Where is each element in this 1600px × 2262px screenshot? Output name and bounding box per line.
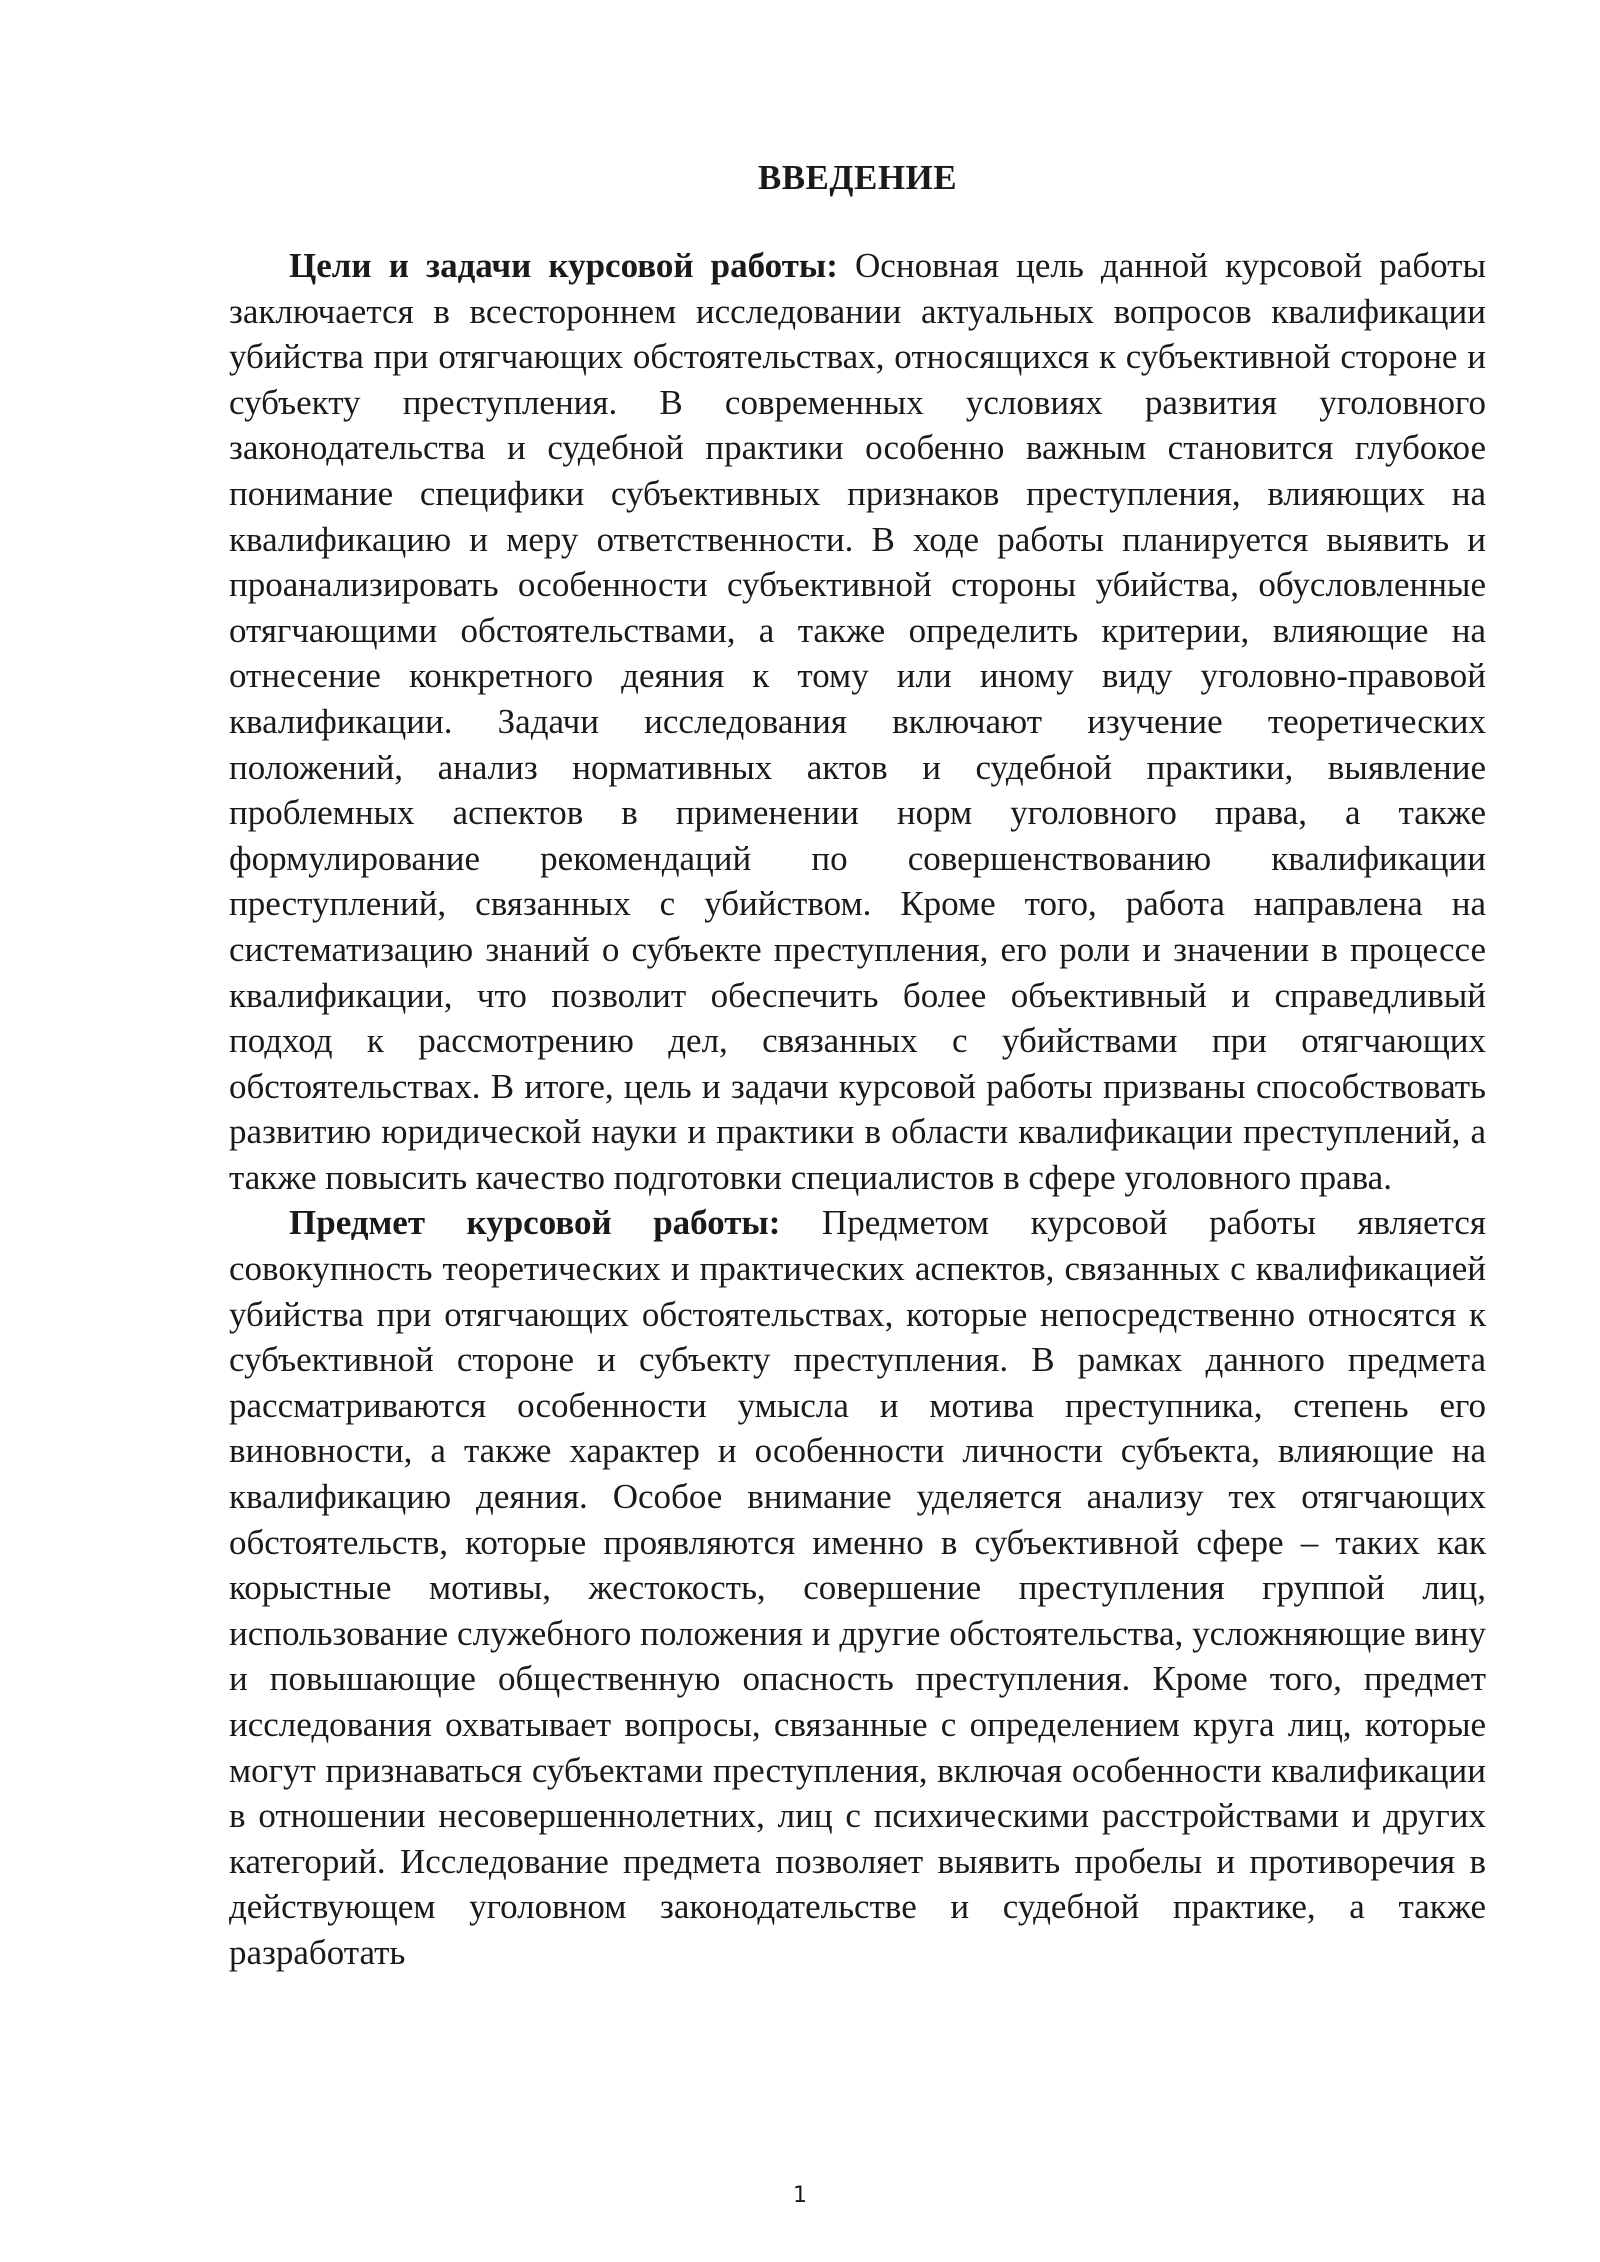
paragraph-goals-text: Основная цель данной курсовой работы заключается в всестороннем исследовании актуальных вопросов квалификации убийства при отягчающих обстоятельствах, относящихся к субъективной стороне и субъекту преступления. В современных условиях развития уголовного законодательства и судебной практики особенно важным становится глубокое понимание специфики субъективных признаков преступления, влияющих на квалификацию и меру ответственности. В ходе работы планируется выявить и проанализировать особенности субъективной стороны убийства, обусловленные отягчающими обстоятельствами, а также определить критерии, влияющие на отнесение конкретного деяния к тому или иному виду уголовно-правовой квалификации. Задачи исследования включают изучение теоретических положений, анализ нормативных актов и судебной практики, выявление проблемных аспектов в применении норм уголовного права, а также формулирование рекомендаций по совершенствованию квалификации преступлений, связанных с убийством. Кроме того, работа направлена на систематизацию знаний о субъекте преступления, его роли и значении в процессе квалификации, что позволит обеспечить более объективный и справедливый подход к рассмотрению дел, связанных с убийствами при отягчающих обстоятельствах. В итоге, цель и задачи курсовой работы призваны способствовать развитию юридической науки и практики в области квалификации преступлений, а также повысить качество подготовки специалистов в сфере уголовного права.	[229, 246, 1486, 1197]
page-number: 1	[793, 2183, 807, 2208]
page-title: ВВЕДЕНИЕ	[757, 158, 958, 197]
paragraph-goals-heading: Цели и задачи курсовой работы:	[289, 246, 838, 285]
paragraph-subject-heading: Предмет курсовой работы:	[289, 1203, 781, 1243]
page-content	[229, 155, 1486, 1976]
paragraph-goals	[229, 243, 1486, 1200]
paragraph-subject	[229, 1200, 1486, 1975]
paragraph-subject-text: Предметом курсовой работы является совокупность теоретических и практических аспектов, связанных с квалификацией убийства при отягчающих обстоятельствах, которые непосредственно относятся к субъективной стороне и субъекту преступления. В рамках данного предмета рассматриваются особенности умысла и мотива преступника, степень его виновности, а также характер и особенности личности субъекта, влияющие на квалификацию деяния. Особое внимание уделяется анализу тех отягчающих обстоятельств, которые проявляются именно в субъективной сфере – таких как корыстные мотивы, жестокость, совершение преступления группой лиц, использование служебного положения и другие обстоятельства, усложняющие вину и повышающие общественную опасность преступления. Кроме того, предмет исследования охватывает вопросы, связанные с определением круга лиц, которые могут признаваться субъектами преступления, включая особенности квалификации в отношении несовершеннолетних, лиц с психическими расстройствами и других категорий. Исследование предмета позволяет выявить пробелы и противоречия в действующем уголовном законодательстве и судебной практике, а также разработать	[229, 1203, 1486, 1972]
